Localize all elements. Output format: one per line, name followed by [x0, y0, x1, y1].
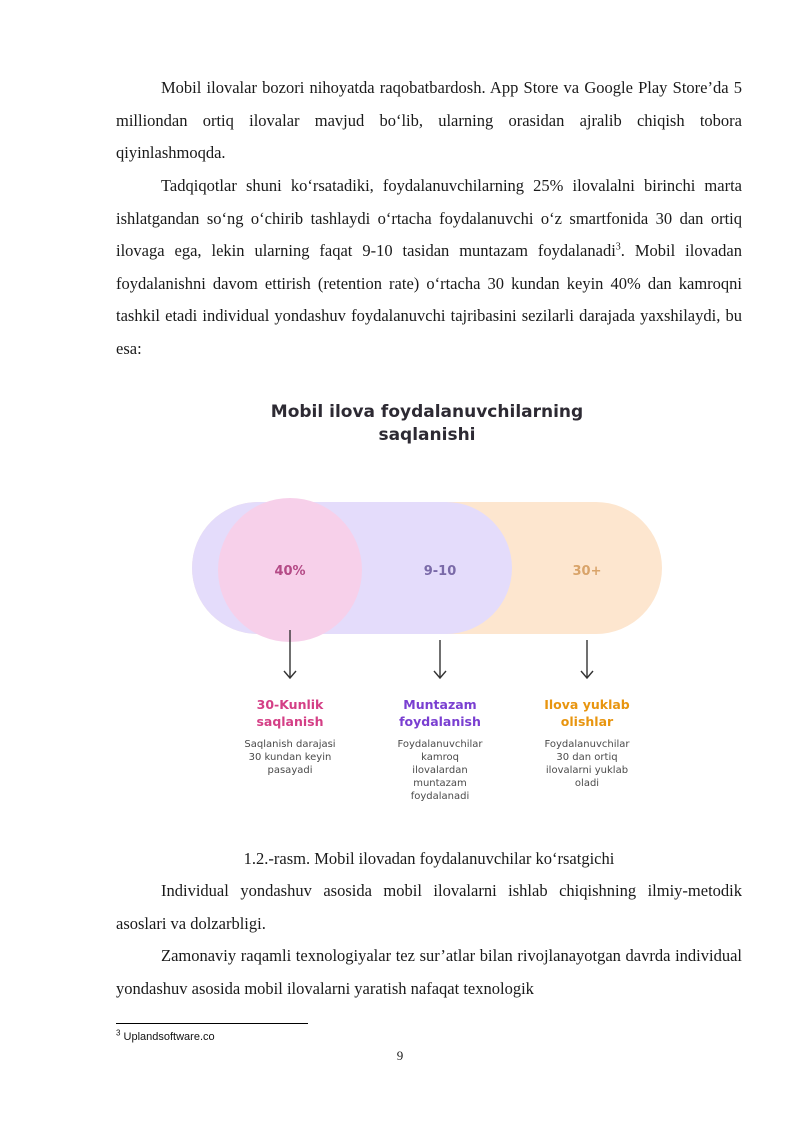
col2-heading-line2: foydalanish: [399, 714, 481, 729]
figure-caption: 1.2.-rasm. Mobil ilovadan foydalanuvchilar ko‘rsatgichi: [243, 849, 615, 868]
paragraph-1: Mobil ilovalar bozori nihoyatda raqobatbardosh. App Store va Google Play Store’da 5 milliondan ortiq ilovalar mavjud bo‘lib, ularning orasidan ajralib chiqish tobora qiyinlashmoqda.: [116, 78, 742, 162]
col3-desc-2: 30 dan ortiq: [556, 752, 618, 763]
arrow-icon: [581, 640, 593, 678]
figure-title-line1: Mobil ilova foydalanuvchilarning: [270, 402, 584, 422]
col1-heading-line1: 30-Kunlik: [256, 697, 324, 712]
col1-desc-2: 30 kundan keyin: [248, 752, 332, 763]
col2-desc-1: Foydalanuvchilar: [397, 739, 483, 750]
col1-desc-1: Saqlanish darajasi: [244, 739, 336, 750]
paragraph-2: Tadqiqotlar shuni ko‘rsatadiki, foydalanuvchilarning 25% ilovalalni birinchi marta ishlatgandan so‘ng o‘chirib tashlaydi o‘rtacha foydalanuvchi o‘z smartfonida 30 dan ortiq ilovaga ega, lekin ularning faqat 9-10 tasidan muntazam foydalanadi$^3$. Mobil ilovadan foydalanishni davom ettirish (retention rate) o‘rtacha 30 kundan keyin 40% dan kamroqni tashkil etadi individual yondashuv foydalanuvchi tajribasini sezilarli darajada yaxshilaydi, bu esa:: [116, 176, 742, 358]
value-9-10: 9-10: [423, 564, 457, 579]
footnote-ref[interactable]: 3: [615, 241, 621, 253]
retention-infographic: [190, 395, 665, 815]
col3-desc-3: ilovalarni yuklab: [545, 765, 629, 776]
figure-title-line2: saqlanishi: [378, 425, 476, 445]
col3-desc-4: oladi: [574, 778, 600, 789]
col2-desc-5: foydalanadi: [410, 791, 470, 802]
value-40: 40%: [274, 564, 306, 579]
col3-heading-line2: olishlar: [560, 714, 614, 729]
col3-desc-1: Foydalanuvchilar: [544, 739, 630, 750]
arrow-icon: [434, 640, 446, 678]
value-30-plus: 30+: [572, 564, 602, 579]
col1-heading-line2: saqlanish: [256, 714, 324, 729]
col3-heading-line1: Ilova yuklab: [544, 697, 630, 712]
page-number: 9: [396, 1048, 404, 1063]
footnote: $^3$ Uplandsoftware.co: [116, 1028, 215, 1043]
col2-desc-3: ilovalardan: [412, 765, 468, 776]
col1-desc-3: pasayadi: [267, 765, 313, 776]
col2-desc-2: kamroq: [421, 752, 459, 763]
col2-desc-4: muntazam: [413, 778, 467, 789]
col2-heading-line1: Muntazam: [403, 697, 477, 712]
footnote-separator: [116, 1023, 308, 1024]
paragraph-3: Individual yondashuv asosida mobil ilovalarni ishlab chiqishning ilmiy-metodik asoslari va dolzarbligi.: [116, 881, 742, 933]
paragraph-4: Zamonaviy raqamli texnologiyalar tez sur’atlar bilan rivojlanayotgan davrda individual yondashuv asosida mobil ilovalarni yaratish nafaqat texnologik: [116, 946, 742, 998]
